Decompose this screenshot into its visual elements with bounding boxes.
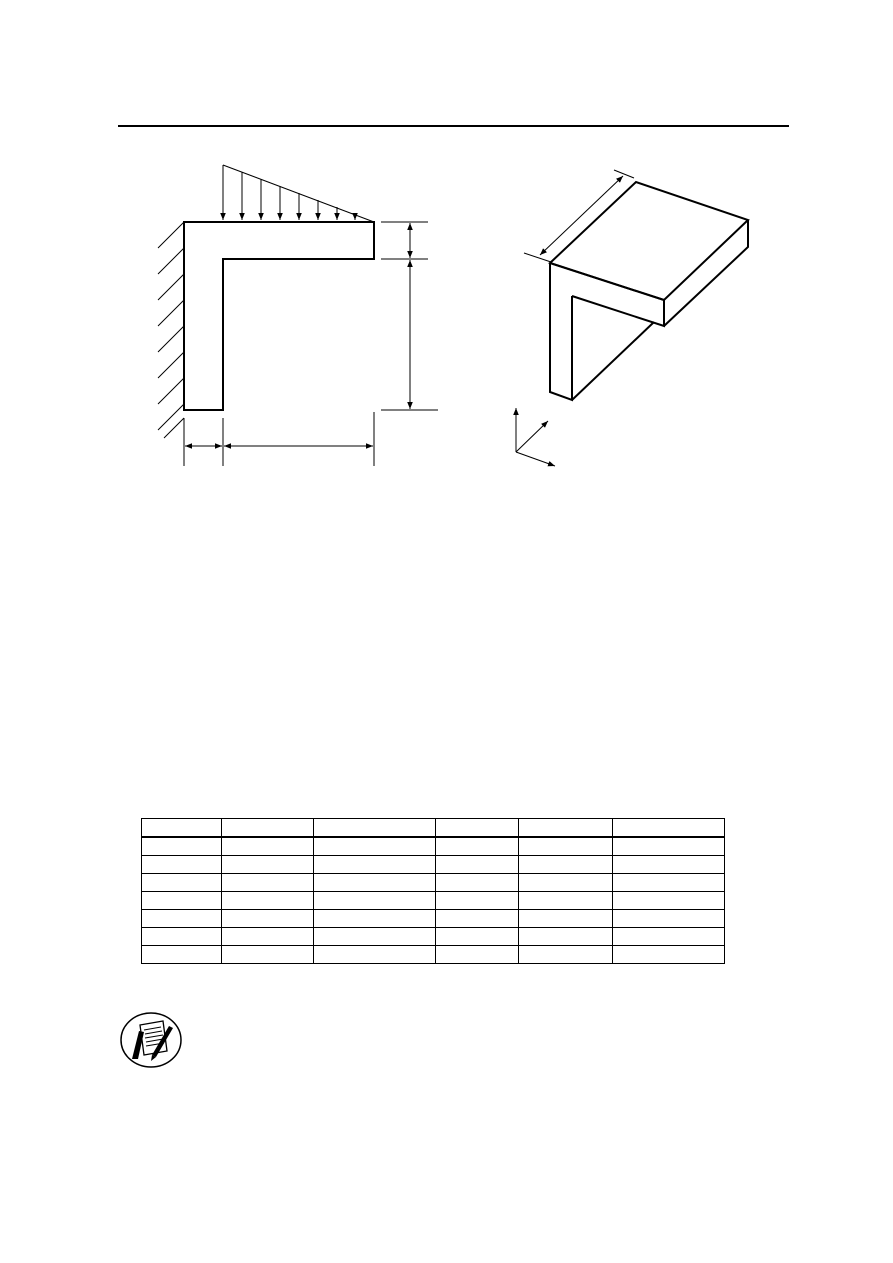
table-cell	[314, 946, 436, 964]
table-cell	[613, 910, 725, 928]
distributed-load	[223, 165, 374, 222]
table-cell	[222, 946, 314, 964]
table-cell	[436, 856, 519, 874]
table-cell	[613, 837, 725, 856]
table-cell	[314, 874, 436, 892]
table-cell	[613, 928, 725, 946]
table-header-cell	[436, 819, 519, 838]
table-cell	[314, 837, 436, 856]
table-cell	[222, 928, 314, 946]
table-row	[142, 874, 725, 892]
table-cell	[142, 837, 222, 856]
table-cell	[222, 910, 314, 928]
table-row	[142, 910, 725, 928]
table-cell	[519, 856, 613, 874]
table-cell	[314, 910, 436, 928]
table-header-cell	[142, 819, 222, 838]
table-cell	[314, 892, 436, 910]
table-row	[142, 946, 725, 964]
table-cell	[142, 946, 222, 964]
figure-diagram	[0, 0, 893, 480]
note-pencil-icon	[119, 1011, 183, 1069]
table-cell	[142, 874, 222, 892]
table-cell	[222, 856, 314, 874]
table-cell	[222, 892, 314, 910]
horizontal-dimensions	[184, 412, 374, 466]
table-row	[142, 892, 725, 910]
table-row	[142, 856, 725, 874]
table-header-row	[142, 819, 725, 838]
table-cell	[436, 892, 519, 910]
table-header-cell	[222, 819, 314, 838]
table-cell	[142, 910, 222, 928]
table-cell	[436, 946, 519, 964]
table-cell	[142, 928, 222, 946]
table-header-cell	[314, 819, 436, 838]
table-cell	[613, 946, 725, 964]
table-cell	[519, 928, 613, 946]
table-cell	[222, 874, 314, 892]
wall-hatch	[158, 222, 184, 438]
table-cell	[436, 928, 519, 946]
table-header-cell	[519, 819, 613, 838]
table-cell	[222, 837, 314, 856]
table-cell	[519, 837, 613, 856]
results-table	[141, 818, 725, 964]
table-cell	[142, 892, 222, 910]
table-cell	[142, 856, 222, 874]
table-cell	[314, 928, 436, 946]
table-cell	[519, 874, 613, 892]
table-cell	[519, 910, 613, 928]
table-cell	[613, 874, 725, 892]
table-row	[142, 837, 725, 856]
table-cell	[613, 856, 725, 874]
depth-dimension	[524, 170, 634, 262]
isometric-l-beam	[550, 182, 748, 400]
table-cell	[613, 892, 725, 910]
table-cell	[436, 910, 519, 928]
table-cell	[436, 874, 519, 892]
table-header-cell	[613, 819, 725, 838]
coordinate-axes	[516, 408, 555, 466]
table-row	[142, 928, 725, 946]
table-cell	[519, 946, 613, 964]
table-cell	[314, 856, 436, 874]
table-cell	[436, 837, 519, 856]
table-cell	[519, 892, 613, 910]
l-section-outline	[184, 222, 374, 410]
vertical-dimensions	[381, 222, 438, 410]
